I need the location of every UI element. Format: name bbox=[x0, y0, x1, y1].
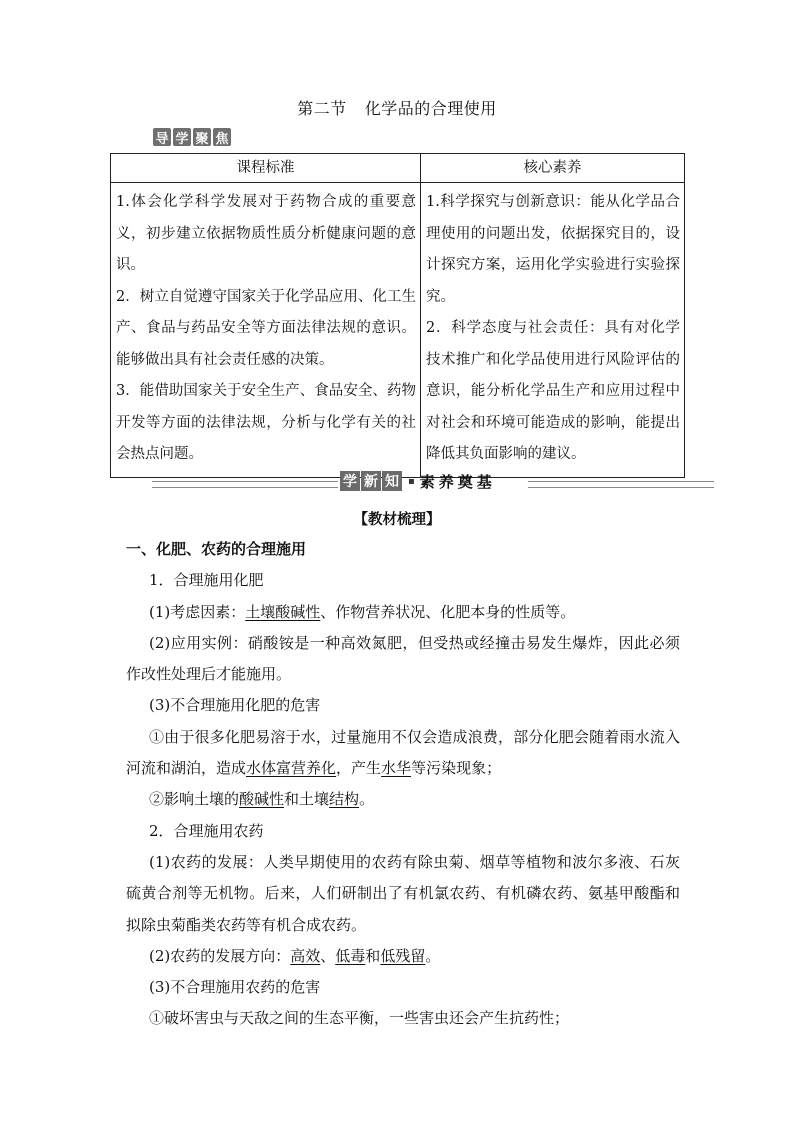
page-title bbox=[0, 96, 794, 119]
col-header-literacy: 核心素养 bbox=[421, 154, 685, 183]
answer-underlined: 低毒 bbox=[335, 946, 366, 965]
text: 等污染现象； bbox=[411, 759, 502, 778]
banner-dot-icon: ▪ bbox=[408, 475, 415, 487]
text: 和 bbox=[365, 946, 381, 965]
text: ①由于很多化肥易溶于水，过量施用不仅会造成浪费，部分化肥会随着雨水流入河流和湖泊，造成 bbox=[126, 727, 680, 778]
heading-pesticide: 2．合理施用农药 bbox=[149, 821, 264, 840]
literacy-item: 2．科学态度与社会责任：具有对化学技术推广和化学品使用进行风险评估的意识，能分析化学品生产和应用过程中对社会和环境可能造成的影响，能提出降低其负面影响的建议。 bbox=[426, 320, 680, 462]
guide-badge bbox=[153, 128, 231, 146]
text: 、 bbox=[320, 946, 336, 965]
paragraph: (1)农药的发展：人类早期使用的农药有除虫菊、烟草等植物和波尔多液、石灰硫黄合剂等无机物。后来，人们研制出了有机氯农药、有机磷农药、氨基甲酸酯和拟除虫菊酯类农药等有机合成农药。 bbox=[126, 852, 680, 934]
text: (1)考虑因素： bbox=[149, 602, 246, 621]
banner-box: 学 bbox=[340, 471, 360, 491]
banner-box: 知 bbox=[382, 471, 402, 491]
literacy-cell bbox=[421, 183, 685, 478]
badge-char: 学 bbox=[173, 128, 191, 146]
answer-underlined: 酸碱性 bbox=[239, 790, 285, 809]
text: ，产生 bbox=[336, 759, 382, 778]
text: 。 bbox=[359, 790, 375, 809]
textbook-summary-heading: 【教材梳理】 bbox=[353, 512, 441, 528]
text: 和土壤 bbox=[284, 790, 330, 809]
banner-line-right bbox=[528, 481, 714, 488]
heading-fertilizer: 1．合理施用化肥 bbox=[149, 571, 264, 590]
curriculum-item: 2．树立自觉遵守国家关于化学品应用、化工生产、食品与药品安全等方面法律法规的意识。能够做出具有社会责任感的决策。 bbox=[116, 288, 416, 368]
text: 、作物营养状况、化肥本身的性质等。 bbox=[320, 602, 576, 621]
paragraph: (3)不合理施用化肥的危害 bbox=[149, 696, 321, 715]
paragraph: (2)应用实例：硝酸铵是一种高效氮肥，但受热或经撞击易发生爆炸，因此必须作改性处理后才能施用。 bbox=[126, 633, 680, 684]
banner-line-left bbox=[152, 481, 338, 488]
paragraph: ①破坏害虫与天敌之间的生态平衡，一些害虫还会产生抗药性； bbox=[149, 1009, 570, 1028]
paragraph bbox=[126, 597, 680, 628]
paragraph: (3)不合理施用农药的危害 bbox=[149, 978, 321, 997]
answer-underlined: 低残留 bbox=[380, 946, 426, 965]
answer-underlined: 水体富营养化 bbox=[246, 759, 337, 778]
paragraph bbox=[126, 941, 680, 972]
heading-level1: 一、化肥、农药的合理施用 bbox=[126, 540, 307, 558]
banner-box: 新 bbox=[361, 471, 381, 491]
curriculum-item: 3．能借助国家关于安全生产、食品安全、药物开发等方面的法律法规，分析与化学有关的社会热点问题。 bbox=[116, 383, 416, 462]
paragraph bbox=[126, 784, 680, 815]
literacy-item: 1.科学探究与创新意识：能从化学品合理使用的问题出发，依据探究目的，设计探究方案，运用化学实验进行实验探究。 bbox=[426, 194, 680, 305]
curriculum-item: 1.体会化学科学发展对于药物合成的重要意义，初步建立依据物质性质分析健康问题的意识。 bbox=[116, 194, 416, 273]
text: (2)农药的发展方向： bbox=[149, 946, 291, 965]
badge-char: 焦 bbox=[213, 128, 231, 146]
curriculum-cell bbox=[111, 183, 421, 478]
paragraph bbox=[126, 722, 680, 785]
answer-underlined: 水华 bbox=[381, 759, 412, 778]
section-name: 化学品的合理使用 bbox=[364, 99, 497, 118]
answer-underlined: 高效 bbox=[290, 946, 321, 965]
section-number: 第二节 bbox=[297, 99, 347, 118]
standards-table bbox=[110, 153, 685, 478]
banner-label bbox=[340, 470, 526, 492]
banner-subtitle: 素养奠基 bbox=[419, 472, 496, 491]
text: ②影响土壤的 bbox=[149, 790, 240, 809]
section-banner bbox=[152, 470, 712, 494]
badge-char: 导 bbox=[153, 128, 171, 146]
col-header-curriculum: 课程标准 bbox=[111, 154, 421, 183]
answer-underlined: 土壤酸碱性 bbox=[245, 602, 321, 621]
content-body bbox=[126, 534, 680, 1035]
badge-char: 聚 bbox=[193, 128, 211, 146]
text: 。 bbox=[425, 946, 441, 965]
answer-underlined: 结构 bbox=[329, 790, 360, 809]
